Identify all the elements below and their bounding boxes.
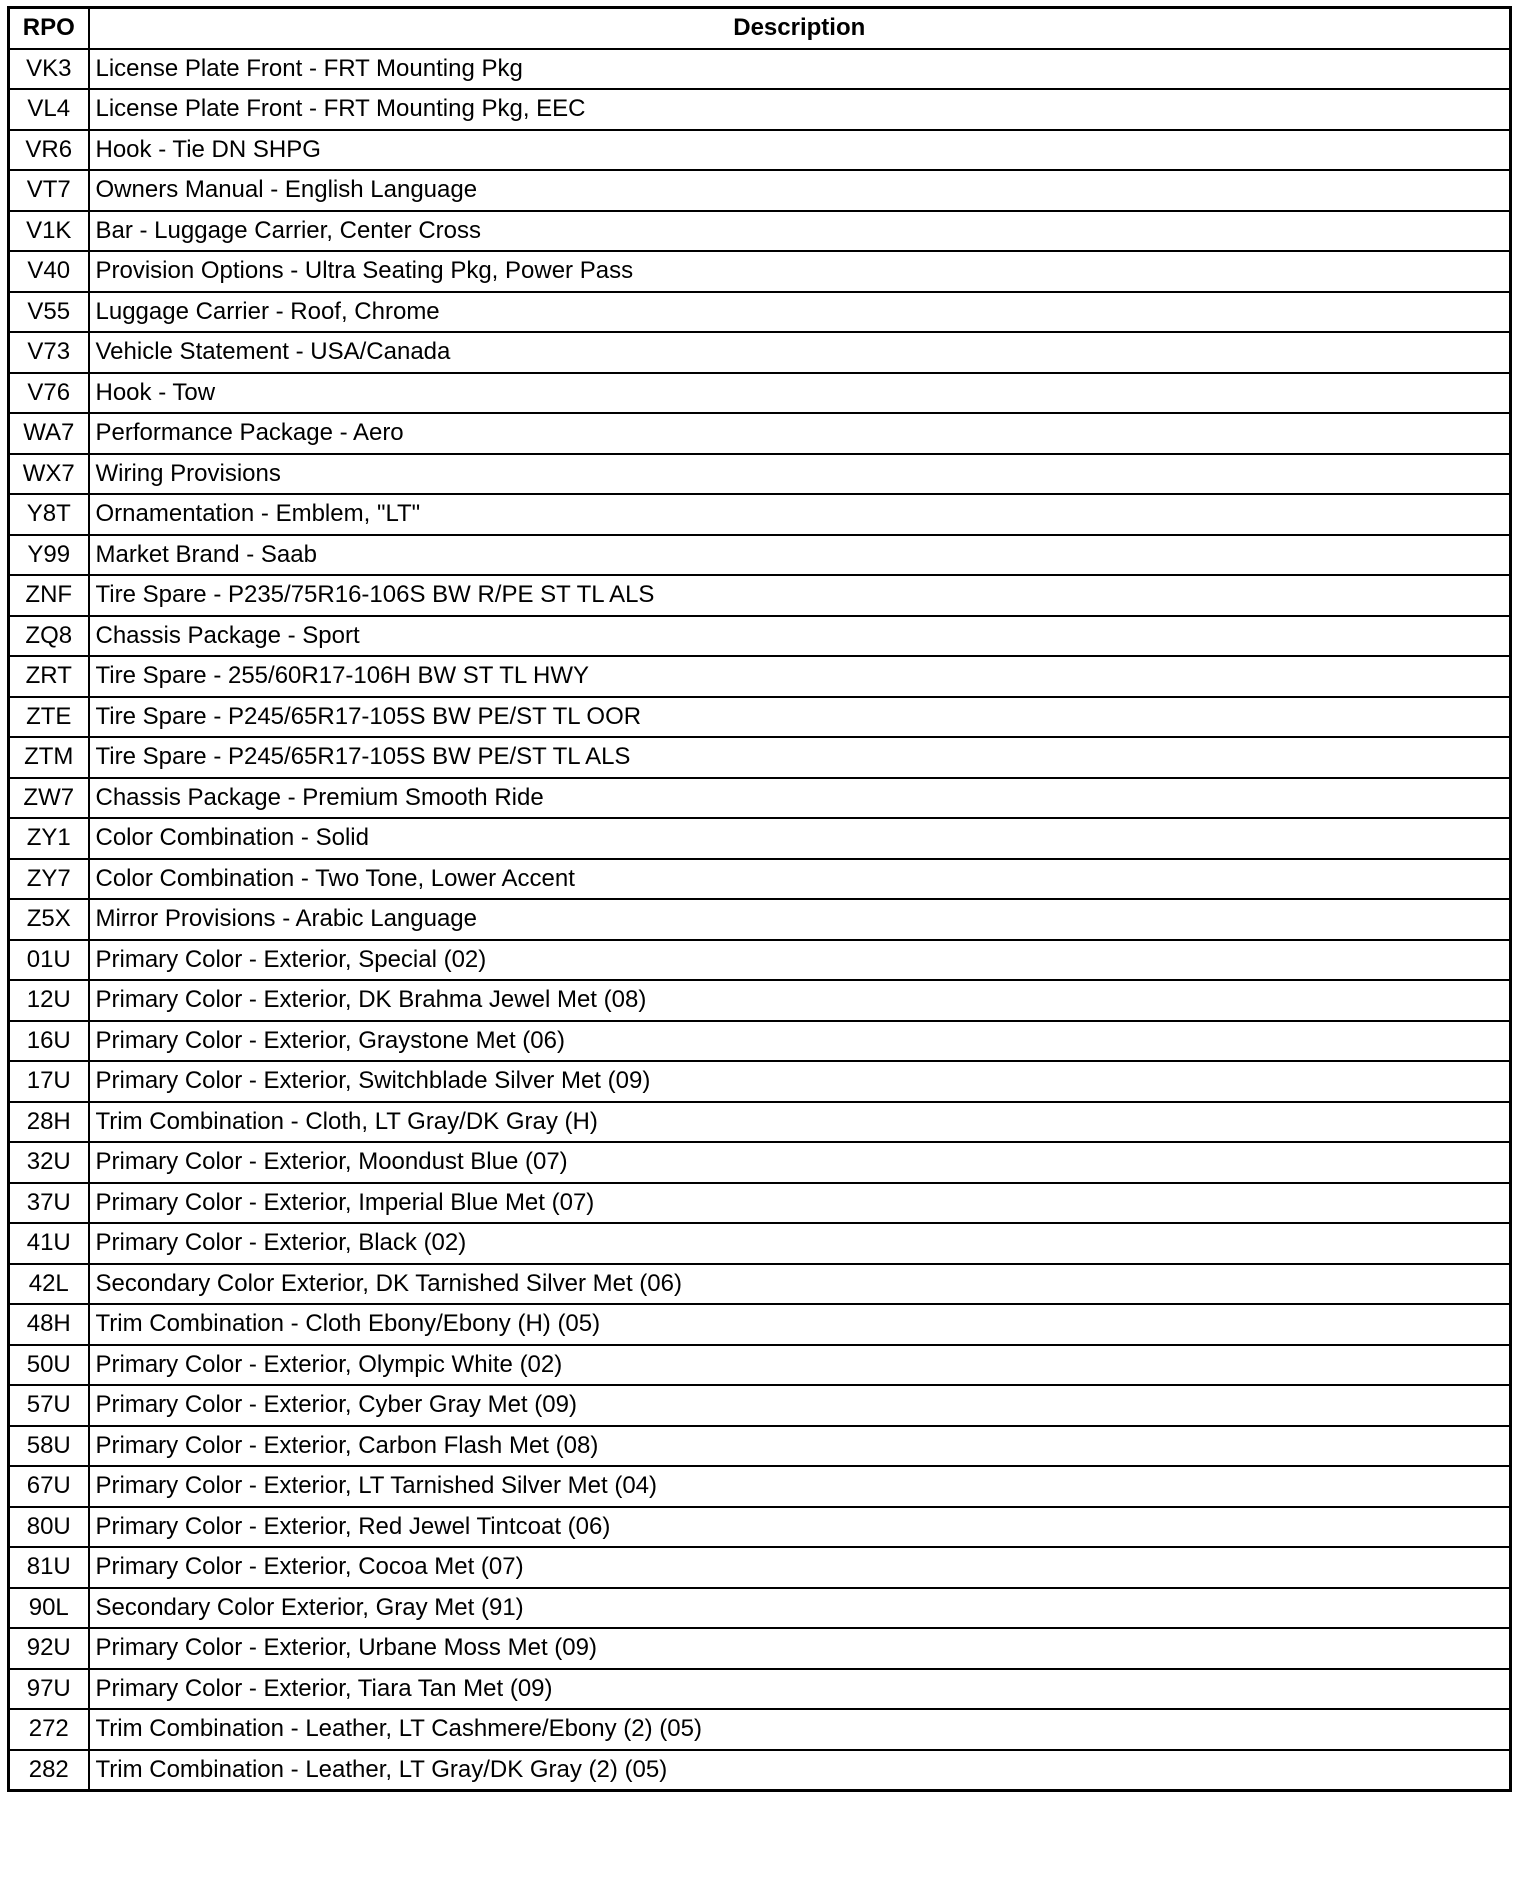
rpo-code-cell: VK3 (9, 49, 89, 90)
table-header (9, 8, 1511, 49)
rpo-code-cell: 37U (9, 1183, 89, 1224)
description-cell: Mirror Provisions - Arabic Language (89, 899, 1511, 940)
description-cell: Hook - Tie DN SHPG (89, 130, 1511, 171)
description-cell: Primary Color - Exterior, Graystone Met (06) (89, 1021, 1511, 1062)
table-row (9, 1183, 1511, 1224)
rpo-code-cell: 41U (9, 1223, 89, 1264)
rpo-code-cell: VR6 (9, 130, 89, 171)
description-cell: Hook - Tow (89, 373, 1511, 414)
table-row (9, 251, 1511, 292)
rpo-code-cell: V76 (9, 373, 89, 414)
rpo-code-cell: VT7 (9, 170, 89, 211)
description-cell: License Plate Front - FRT Mounting Pkg, EEC (89, 89, 1511, 130)
description-cell: Color Combination - Solid (89, 818, 1511, 859)
table-row (9, 656, 1511, 697)
table-row (9, 332, 1511, 373)
table-row (9, 292, 1511, 333)
table-row (9, 1264, 1511, 1305)
description-cell: Tire Spare - P235/75R16-106S BW R/PE ST TL ALS (89, 575, 1511, 616)
table-row (9, 49, 1511, 90)
table-row (9, 130, 1511, 171)
rpo-code-cell: ZTM (9, 737, 89, 778)
rpo-code-cell: 48H (9, 1304, 89, 1345)
rpo-code-cell: VL4 (9, 89, 89, 130)
description-cell: Primary Color - Exterior, Tiara Tan Met (09) (89, 1669, 1511, 1710)
rpo-code-cell: 58U (9, 1426, 89, 1467)
rpo-code-cell: 81U (9, 1547, 89, 1588)
rpo-code-cell: 32U (9, 1142, 89, 1183)
description-cell: Owners Manual - English Language (89, 170, 1511, 211)
table-body (9, 49, 1511, 1791)
rpo-code-cell: ZNF (9, 575, 89, 616)
rpo-code-cell: 50U (9, 1345, 89, 1386)
rpo-code-cell: 17U (9, 1061, 89, 1102)
rpo-code-cell: 80U (9, 1507, 89, 1548)
rpo-code-cell: ZW7 (9, 778, 89, 819)
table-row (9, 1142, 1511, 1183)
rpo-code-cell: 282 (9, 1750, 89, 1791)
description-cell: Performance Package - Aero (89, 413, 1511, 454)
rpo-table (7, 6, 1512, 1792)
table-row (9, 1709, 1511, 1750)
rpo-code-cell: 42L (9, 1264, 89, 1305)
table-row (9, 899, 1511, 940)
rpo-code-cell: 272 (9, 1709, 89, 1750)
description-cell: Chassis Package - Premium Smooth Ride (89, 778, 1511, 819)
table-row (9, 778, 1511, 819)
table-row (9, 1385, 1511, 1426)
description-cell: Secondary Color Exterior, Gray Met (91) (89, 1588, 1511, 1629)
description-cell: Wiring Provisions (89, 454, 1511, 495)
description-cell: Market Brand - Saab (89, 535, 1511, 576)
description-cell: Provision Options - Ultra Seating Pkg, Power Pass (89, 251, 1511, 292)
table-row (9, 373, 1511, 414)
description-cell: Bar - Luggage Carrier, Center Cross (89, 211, 1511, 252)
description-cell: Primary Color - Exterior, Carbon Flash Met (08) (89, 1426, 1511, 1467)
table-row (9, 211, 1511, 252)
rpo-code-cell: ZY1 (9, 818, 89, 859)
description-cell: Tire Spare - 255/60R17-106H BW ST TL HWY (89, 656, 1511, 697)
table-row (9, 1547, 1511, 1588)
description-cell: Primary Color - Exterior, Moondust Blue (07) (89, 1142, 1511, 1183)
rpo-code-cell: 57U (9, 1385, 89, 1426)
rpo-code-cell: WX7 (9, 454, 89, 495)
rpo-code-cell: ZTE (9, 697, 89, 738)
table-row (9, 494, 1511, 535)
rpo-code-cell: 28H (9, 1102, 89, 1143)
description-cell: Ornamentation - Emblem, "LT" (89, 494, 1511, 535)
table-row (9, 818, 1511, 859)
description-cell: Secondary Color Exterior, DK Tarnished Silver Met (06) (89, 1264, 1511, 1305)
table-row (9, 1588, 1511, 1629)
rpo-code-cell: V55 (9, 292, 89, 333)
rpo-code-cell: V40 (9, 251, 89, 292)
rpo-code-cell: V1K (9, 211, 89, 252)
table-row (9, 413, 1511, 454)
description-cell: Primary Color - Exterior, Switchblade Silver Met (09) (89, 1061, 1511, 1102)
description-cell: Primary Color - Exterior, Cocoa Met (07) (89, 1547, 1511, 1588)
table-row (9, 616, 1511, 657)
table-row (9, 1507, 1511, 1548)
table-row (9, 1628, 1511, 1669)
rpo-code-cell: 01U (9, 940, 89, 981)
description-cell: Primary Color - Exterior, Imperial Blue Met (07) (89, 1183, 1511, 1224)
table-row (9, 1061, 1511, 1102)
rpo-code-cell: 90L (9, 1588, 89, 1629)
rpo-code-cell: Z5X (9, 899, 89, 940)
description-cell: Color Combination - Two Tone, Lower Accent (89, 859, 1511, 900)
rpo-code-cell: 16U (9, 1021, 89, 1062)
header-description: Description (89, 8, 1511, 49)
rpo-code-cell: 97U (9, 1669, 89, 1710)
table-row (9, 859, 1511, 900)
table-row (9, 1669, 1511, 1710)
table-row (9, 1426, 1511, 1467)
table-row (9, 575, 1511, 616)
header-rpo: RPO (9, 8, 89, 49)
description-cell: Trim Combination - Leather, LT Cashmere/Ebony (2) (05) (89, 1709, 1511, 1750)
table-row (9, 535, 1511, 576)
description-cell: Primary Color - Exterior, Red Jewel Tintcoat (06) (89, 1507, 1511, 1548)
table-row (9, 1750, 1511, 1791)
description-cell: License Plate Front - FRT Mounting Pkg (89, 49, 1511, 90)
description-cell: Luggage Carrier - Roof, Chrome (89, 292, 1511, 333)
description-cell: Trim Combination - Cloth, LT Gray/DK Gray (H) (89, 1102, 1511, 1143)
description-cell: Primary Color - Exterior, Black (02) (89, 1223, 1511, 1264)
rpo-code-cell: V73 (9, 332, 89, 373)
description-cell: Chassis Package - Sport (89, 616, 1511, 657)
rpo-code-cell: ZQ8 (9, 616, 89, 657)
table-row (9, 1021, 1511, 1062)
description-cell: Vehicle Statement - USA/Canada (89, 332, 1511, 373)
header-row (9, 8, 1511, 49)
description-cell: Primary Color - Exterior, Cyber Gray Met (09) (89, 1385, 1511, 1426)
description-cell: Primary Color - Exterior, DK Brahma Jewel Met (08) (89, 980, 1511, 1021)
table-row (9, 1102, 1511, 1143)
rpo-code-cell: 67U (9, 1466, 89, 1507)
table-row (9, 89, 1511, 130)
table-row (9, 737, 1511, 778)
description-cell: Trim Combination - Cloth Ebony/Ebony (H) (05) (89, 1304, 1511, 1345)
rpo-code-cell: ZRT (9, 656, 89, 697)
table-row (9, 1466, 1511, 1507)
rpo-code-cell: ZY7 (9, 859, 89, 900)
rpo-code-cell: WA7 (9, 413, 89, 454)
rpo-code-cell: Y99 (9, 535, 89, 576)
description-cell: Tire Spare - P245/65R17-105S BW PE/ST TL ALS (89, 737, 1511, 778)
table-row (9, 1304, 1511, 1345)
description-cell: Trim Combination - Leather, LT Gray/DK Gray (2) (05) (89, 1750, 1511, 1791)
table-row (9, 1223, 1511, 1264)
description-cell: Primary Color - Exterior, Special (02) (89, 940, 1511, 981)
table-row (9, 1345, 1511, 1386)
table-row (9, 980, 1511, 1021)
rpo-code-cell: Y8T (9, 494, 89, 535)
table-row (9, 454, 1511, 495)
rpo-code-cell: 92U (9, 1628, 89, 1669)
description-cell: Tire Spare - P245/65R17-105S BW PE/ST TL OOR (89, 697, 1511, 738)
rpo-code-cell: 12U (9, 980, 89, 1021)
table-row (9, 170, 1511, 211)
description-cell: Primary Color - Exterior, Urbane Moss Met (09) (89, 1628, 1511, 1669)
table-row (9, 940, 1511, 981)
description-cell: Primary Color - Exterior, LT Tarnished Silver Met (04) (89, 1466, 1511, 1507)
table-row (9, 697, 1511, 738)
description-cell: Primary Color - Exterior, Olympic White (02) (89, 1345, 1511, 1386)
